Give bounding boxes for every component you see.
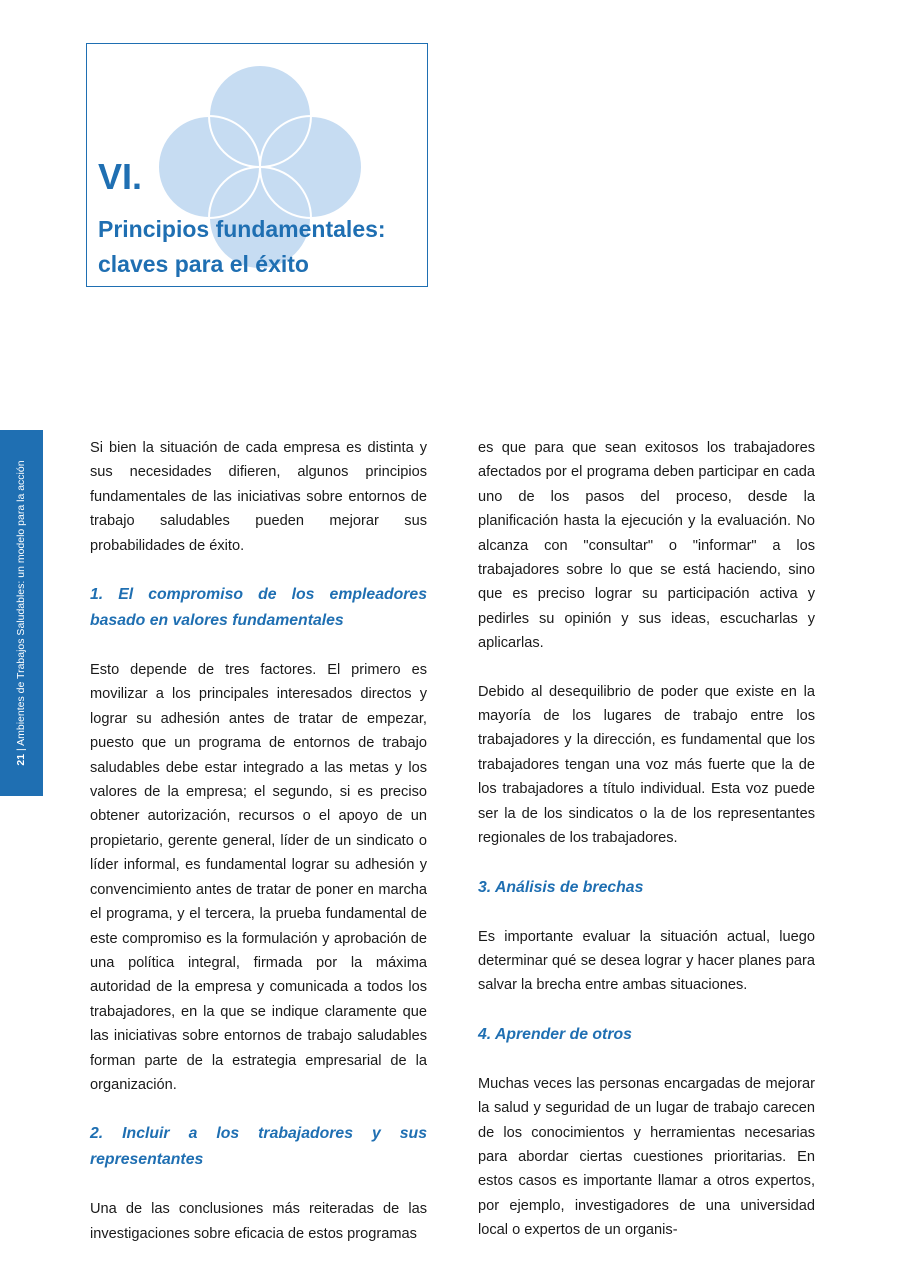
section-4-paragraph: Muchas veces las personas encargadas de mejorar la salud y seguridad de un lugar de trabajo carecen de los conocimientos y herramientas necesarias para abordar ciertas cuestiones prioritarias. En estos casos es importante llamar a otros expertos, por ejemplo, investigadores de una universidad local o expertos de un organis- <box>478 1075 815 1239</box>
right-column <box>478 436 815 1267</box>
chapter-title-box <box>86 43 428 287</box>
chapter-number: VI. <box>98 156 143 197</box>
running-header-separator: | <box>15 748 27 751</box>
section-1-paragraph: Esto depende de tres factores. El primero es movilizar a los principales interesados directos y lograr su adhesión antes de tratar de empezar, puesto que un programa de entornos de trabajo saludables debe estar integrado a las metas y los valores de la empresa; el segundo, si es preciso obtener autorización, recursos o el apoyo de un propietario, gerente general, líder de un sindicato o líder informal, es fundamental lograr su adhesión y convencimiento antes de tratar de poner en marcha el programa, y el tercera, la prueba fundamental de este compromiso es la formulación y aprobación de una política integral, firmada por la máxima autoridad de la empresa y comunicada a todos los trabajadores, en la que se indique claramente que las iniciativas sobre entornos de trabajo saludables forman parte de la estrategia empresarial de la organización. <box>90 662 427 1093</box>
page-number: 21 <box>15 753 27 766</box>
left-column <box>90 436 427 1270</box>
section-3-paragraph: Es importante evaluar la situación actual, luego determinar qué se desea lograr y hacer planes para salvar la brecha entre ambas situaciones. <box>478 928 815 994</box>
chapter-title-line1: Principios fundamentales: <box>98 216 386 242</box>
intro-paragraph: Si bien la situación de cada empresa es distinta y sus necesidades difieren, algunos principios fundamentales de las iniciativas sobre entornos de trabajo saludables pueden mejorar sus probabilidades de éxito. <box>90 440 427 554</box>
section-2-paragraph: Una de las conclusiones más reiteradas de las investigaciones sobre eficacia de estos programas <box>90 1201 427 1242</box>
chapter-title-line2: claves para el éxito <box>98 251 309 277</box>
running-title: Ambientes de Trabajos Saludables: un modelo para la acción <box>15 460 27 746</box>
chapter-title <box>98 212 386 282</box>
running-header <box>15 460 27 765</box>
section-4-heading: 4. Aprender de otros <box>478 1025 632 1043</box>
section-2-heading: 2. Incluir a los trabajadores y sus representantes <box>90 1125 427 1169</box>
section-2-paragraph-2: Debido al desequilibrio de poder que existe en la mayoría de los lugares de trabajo entre los trabajadores y la dirección, es fundamental que los trabajadores tengan una voz más fuerte que la de los trabajadores a título individual. Esta voz puede ser la de los sindicatos o la de los representantes regionales de los trabajadores. <box>478 683 815 847</box>
section-1-heading: 1. El compromiso de los empleadores basado en valores fundamentales <box>90 586 427 630</box>
section-2-continuation: es que para que sean exitosos los trabajadores afectados por el programa deben participar en cada uno de los pasos del proceso, desde la planificación hasta la ejecución y la evaluación. No alcanza con "consultar" o "informar" a los trabajadores sobre lo que se está haciendo, sino que es preciso lograr su participación activa y pedirles su opinión y sus ideas, escucharlas y aplicarlas. <box>478 440 815 652</box>
section-3-heading: 3. Análisis de brechas <box>478 878 644 896</box>
